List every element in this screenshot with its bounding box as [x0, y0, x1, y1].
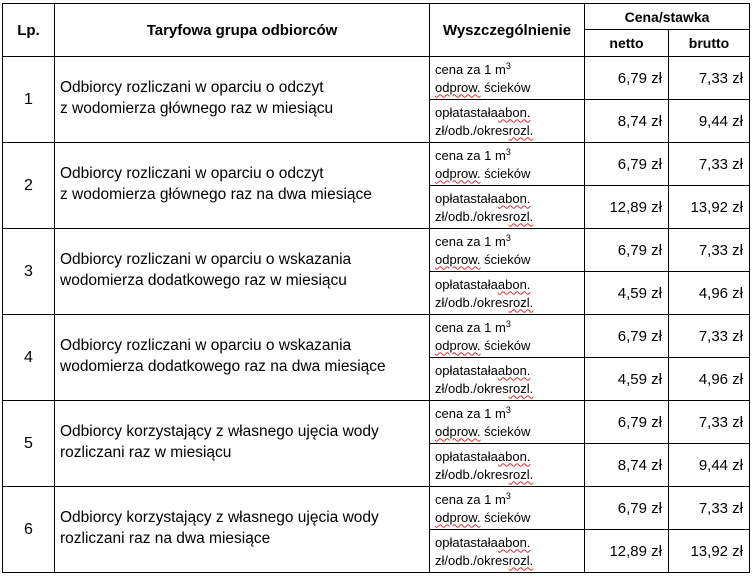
cubic-superscript: 3	[505, 404, 511, 415]
sewage-netto: 6,79 zł	[585, 401, 669, 444]
fee-label-word-1: opłata	[435, 362, 471, 378]
sewage-brutto: 7,33 zł	[669, 315, 750, 358]
fee-label	[430, 530, 585, 573]
table-row	[3, 143, 750, 186]
group-line-2: z wodomierza głównego raz w miesiącu	[60, 99, 334, 117]
group-line-2: wodomierza dodatkowego raz na dwa miesiące	[60, 357, 386, 375]
fee-label-word-3: abon.	[497, 104, 531, 120]
sewage-label-abbr: odprow.	[435, 251, 481, 267]
header-price: Cena/stawka	[585, 4, 750, 30]
row-lp: 3	[3, 229, 55, 315]
fee-label-period: rozl.	[508, 552, 534, 568]
row-lp: 5	[3, 401, 55, 487]
fee-label-word-1: opłata	[435, 190, 471, 206]
fee-label	[430, 100, 585, 143]
sewage-label-text-2: ścieków	[484, 423, 531, 439]
fee-label-word-2: stała	[470, 534, 498, 550]
fee-label-word-3: abon.	[497, 362, 531, 378]
sewage-price-label	[430, 143, 585, 186]
header-group: Taryfowa grupa odbiorców	[55, 4, 430, 57]
fee-brutto: 4,96 zł	[669, 358, 750, 401]
row-lp: 6	[3, 487, 55, 573]
fee-netto: 8,74 zł	[585, 100, 669, 143]
table-row	[3, 229, 750, 272]
group-line-1: Odbiorcy rozliczani w oparciu o odczyt	[60, 164, 324, 182]
sewage-label-text: cena za 1 m	[435, 61, 506, 77]
fee-label-period: rozl.	[508, 294, 534, 310]
sewage-brutto: 7,33 zł	[669, 487, 750, 530]
sewage-netto: 6,79 zł	[585, 143, 669, 186]
fee-label-unit: zł/odb./okres	[435, 466, 509, 482]
sewage-label-text-2: ścieków	[484, 79, 531, 95]
fee-label	[430, 272, 585, 315]
group-line-2: z wodomierza głównego raz na dwa miesiące	[60, 185, 372, 203]
sewage-price-label	[430, 229, 585, 272]
fee-brutto: 9,44 zł	[669, 444, 750, 487]
fee-label-word-3: abon.	[497, 448, 531, 464]
sewage-label-abbr: odprow.	[435, 337, 481, 353]
group-line-2: wodomierza dodatkowego raz w miesiącu	[60, 271, 347, 289]
group-description	[55, 487, 430, 573]
fee-label-period: rozl.	[508, 466, 534, 482]
sewage-brutto: 7,33 zł	[669, 401, 750, 444]
sewage-label-abbr: odprow.	[435, 423, 481, 439]
sewage-brutto: 7,33 zł	[669, 143, 750, 186]
fee-label-unit: zł/odb./okres	[435, 208, 509, 224]
fee-label-word-1: opłata	[435, 448, 471, 464]
fee-label-word-2: stała	[470, 362, 498, 378]
sewage-netto: 6,79 zł	[585, 57, 669, 100]
group-line-1: Odbiorcy korzystający z własnego ujęcia wody	[60, 508, 379, 526]
sewage-brutto: 7,33 zł	[669, 57, 750, 100]
header-detail: Wyszczególnienie	[430, 4, 585, 57]
sewage-label-text-2: ścieków	[484, 509, 531, 525]
fee-netto: 4,59 zł	[585, 358, 669, 401]
group-line-2: rozliczani raz na dwa miesiące	[60, 529, 271, 547]
fee-label-word-1: opłata	[435, 276, 471, 292]
table-row	[3, 401, 750, 444]
cubic-superscript: 3	[505, 146, 511, 157]
fee-label-unit: zł/odb./okres	[435, 380, 509, 396]
fee-label-unit: zł/odb./okres	[435, 552, 509, 568]
fee-label-word-3: abon.	[497, 534, 531, 550]
fee-label	[430, 444, 585, 487]
fee-brutto: 13,92 zł	[669, 186, 750, 229]
header-brutto: brutto	[669, 30, 750, 57]
fee-label-word-3: abon.	[497, 190, 531, 206]
sewage-price-label	[430, 401, 585, 444]
sewage-netto: 6,79 zł	[585, 229, 669, 272]
fee-label-word-3: abon.	[497, 276, 531, 292]
cubic-superscript: 3	[505, 232, 511, 243]
cubic-superscript: 3	[505, 60, 511, 71]
sewage-netto: 6,79 zł	[585, 487, 669, 530]
fee-label	[430, 186, 585, 229]
group-description	[55, 401, 430, 487]
group-description	[55, 315, 430, 401]
sewage-label-text: cena za 1 m	[435, 147, 506, 163]
sewage-label-text-2: ścieków	[484, 165, 531, 181]
fee-brutto: 4,96 zł	[669, 272, 750, 315]
sewage-price-label	[430, 487, 585, 530]
fee-label	[430, 358, 585, 401]
sewage-price-label	[430, 315, 585, 358]
sewage-label-abbr: odprow.	[435, 509, 481, 525]
sewage-label-text: cena za 1 m	[435, 319, 506, 335]
group-line-1: Odbiorcy korzystający z własnego ujęcia wody	[60, 422, 379, 440]
sewage-label-text: cena za 1 m	[435, 491, 506, 507]
group-line-2: rozliczani raz w miesiącu	[60, 443, 232, 461]
group-line-1: Odbiorcy rozliczani w oparciu o odczyt	[60, 78, 324, 96]
tariff-table	[2, 3, 750, 573]
sewage-label-text-2: ścieków	[484, 337, 531, 353]
header-netto: netto	[585, 30, 669, 57]
sewage-brutto: 7,33 zł	[669, 229, 750, 272]
table-row	[3, 487, 750, 530]
row-lp: 1	[3, 57, 55, 143]
group-line-1: Odbiorcy rozliczani w oparciu o wskazania	[60, 336, 352, 354]
fee-label-word-2: stała	[470, 104, 498, 120]
fee-label-period: rozl.	[508, 208, 534, 224]
table-row	[3, 57, 750, 100]
cubic-superscript: 3	[505, 318, 511, 329]
fee-label-period: rozl.	[508, 122, 534, 138]
cubic-superscript: 3	[505, 490, 511, 501]
fee-netto: 4,59 zł	[585, 272, 669, 315]
sewage-label-abbr: odprow.	[435, 165, 481, 181]
fee-brutto: 13,92 zł	[669, 530, 750, 573]
fee-label-unit: zł/odb./okres	[435, 122, 509, 138]
fee-netto: 8,74 zł	[585, 444, 669, 487]
fee-label-word-2: stała	[470, 276, 498, 292]
fee-label-word-1: opłata	[435, 534, 471, 550]
row-lp: 2	[3, 143, 55, 229]
group-description	[55, 57, 430, 143]
fee-label-word-2: stała	[470, 448, 498, 464]
table-body	[3, 57, 750, 573]
header-lp: Lp.	[3, 4, 55, 57]
fee-label-word-2: stała	[470, 190, 498, 206]
sewage-label-text: cena za 1 m	[435, 233, 506, 249]
fee-label-word-1: opłata	[435, 104, 471, 120]
fee-brutto: 9,44 zł	[669, 100, 750, 143]
group-description	[55, 229, 430, 315]
fee-label-period: rozl.	[508, 380, 534, 396]
row-lp: 4	[3, 315, 55, 401]
fee-label-unit: zł/odb./okres	[435, 294, 509, 310]
fee-netto: 12,89 zł	[585, 530, 669, 573]
fee-netto: 12,89 zł	[585, 186, 669, 229]
sewage-label-text: cena za 1 m	[435, 405, 506, 421]
sewage-netto: 6,79 zł	[585, 315, 669, 358]
group-description	[55, 143, 430, 229]
sewage-label-text-2: ścieków	[484, 251, 531, 267]
sewage-price-label	[430, 57, 585, 100]
table-row	[3, 315, 750, 358]
sewage-label-abbr: odprow.	[435, 79, 481, 95]
group-line-1: Odbiorcy rozliczani w oparciu o wskazania	[60, 250, 352, 268]
